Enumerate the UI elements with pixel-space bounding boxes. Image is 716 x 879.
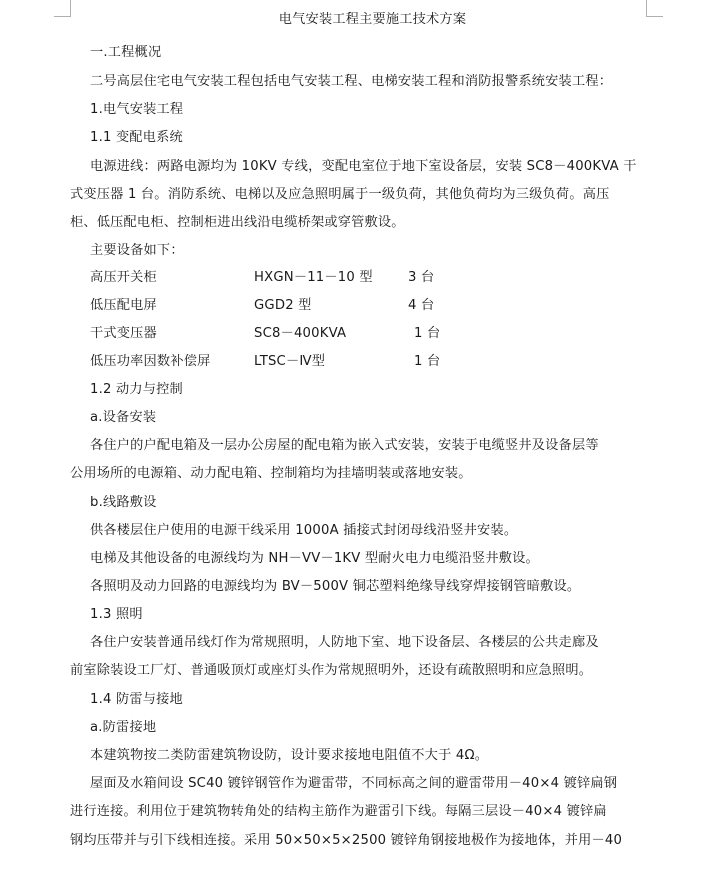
equipment-model: GGD2 型 [254,298,312,313]
section-heading: 1.电气安装工程 [90,102,184,117]
paragraph-line: 柜、低压配电柜、控制柜进出线沿电缆桥架或穿管敷设。 [70,215,405,230]
paragraph-line: 本建筑物按二类防雷建筑物设防，设计要求接地电阻值不大于 4Ω。 [90,748,489,763]
equipment-model: LTSC－Ⅳ型 [254,354,326,369]
paragraph-line: 电梯及其他设备的电源线均为 NH－VV－1KV 型耐火电力电缆沿竖井敷设。 [90,551,539,566]
subsection-heading: a.设备安装 [90,410,157,425]
paragraph-line: 公用场所的电源箱、动力配电箱、控制箱均为挂墙明装或落地安装。 [70,466,472,481]
equipment-qty: 3 台 [408,270,435,285]
equipment-model: HXGN－11－10 型 [254,270,373,285]
document-title: 电气安装工程主要施工技术方案 [278,12,467,27]
page-corner-mark [54,0,71,17]
subsection-heading: b.线路敷设 [90,495,157,510]
paragraph-line: 钢均压带并与引下线相连接。采用 50×50×5×2500 镀锌角钢接地极作为接地体，并用－40 [70,833,623,848]
paragraph-line: 供各楼层住户使用的电源干线采用 1000A 插接式封闭母线沿竖井安装。 [90,523,518,538]
equipment-qty: 1 台 [414,354,441,369]
paragraph-line: 二号高层住宅电气安装工程包括电气安装工程、电梯安装工程和消防报警系统安装工程： [90,74,613,89]
equipment-name: 低压配电屏 [90,298,157,313]
paragraph-line: 各住户的户配电箱及一层办公房屋的配电箱为嵌入式安装，安装于电缆竖井及设备层等 [90,438,599,453]
equipment-model: SC8－400KVA [254,326,347,341]
equipment-name: 干式变压器 [90,326,157,341]
subsection-heading: 1.2 动力与控制 [90,382,183,397]
equipment-qty: 4 台 [408,298,435,313]
paragraph-line: 屋面及水箱间设 SC40 镀锌钢管作为避雷带，不同标高之间的避雷带用－40×4 镀锌扁钢 [90,776,618,791]
paragraph-line: 各住户安装普通吊线灯作为常规照明，人防地下室、地下设备层、各楼层的公共走廊及 [90,635,599,650]
equipment-qty: 1 台 [414,326,441,341]
paragraph-line: 前室除装设工厂灯、普通吸顶灯或座灯头作为常规照明外，还设有疏散照明和应急照明。 [70,663,593,678]
paragraph-line: 主要设备如下： [90,243,184,258]
subsection-heading: 1.3 照明 [90,607,143,622]
paragraph-line: 进行连接。利用位于建筑物转角处的结构主筋作为避雷引下线。每隔三层设－40×4 镀锌扁 [70,804,607,819]
equipment-name: 高压开关柜 [90,270,157,285]
equipment-name: 低压功率因数补偿屏 [90,354,211,369]
paragraph-line: 各照明及动力回路的电源线均为 BV－500V 铜芯塑料绝缘导线穿焊接钢管暗敷设。 [90,579,581,594]
subsection-heading: 1.4 防雷与接地 [90,692,183,707]
subsection-heading: a.防雷接地 [90,720,157,735]
section-heading: 一.工程概况 [90,45,162,60]
paragraph-line: 式变压器 1 台。消防系统、电梯以及应急照明属于一级负荷，其他负荷均为三级负荷。高压 [70,187,610,202]
subsection-heading: 1.1 变配电系统 [90,130,183,145]
paragraph-line: 电源进线：两路电源均为 10KV 专线，变配电室位于地下室设备层，安装 SC8－400KVA 干 [90,159,637,174]
